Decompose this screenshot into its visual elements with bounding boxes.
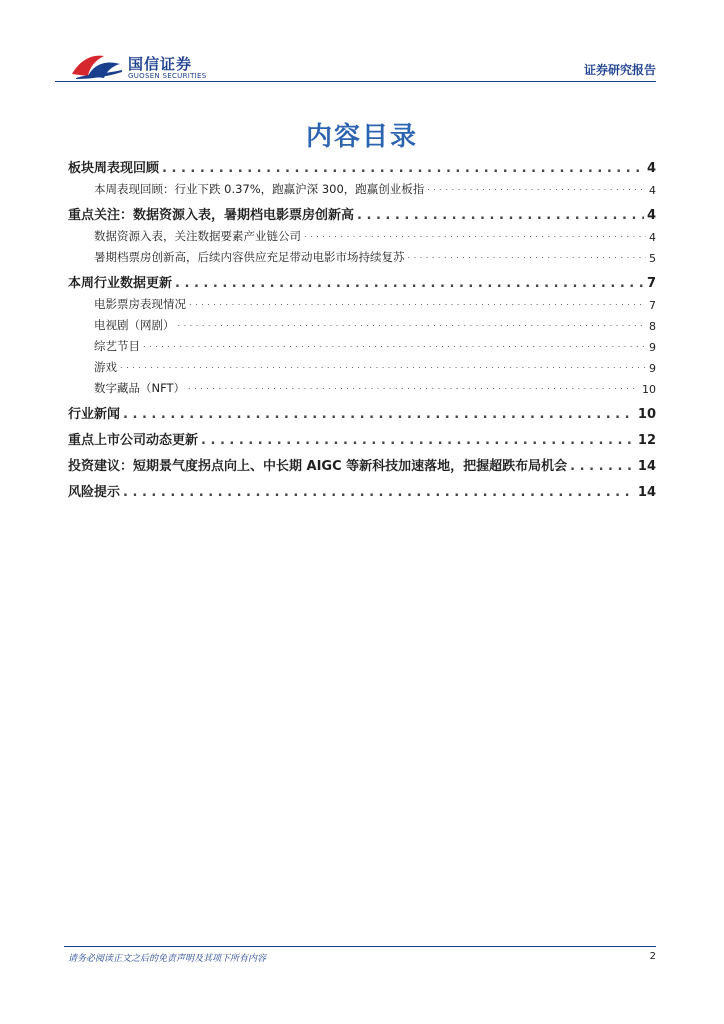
toc-entry-subsection[interactable] [68, 176, 656, 197]
toc-entry-page: 4 [646, 208, 656, 223]
toc-leader-dots [178, 315, 647, 333]
toc-entry-title: 游戏 [94, 360, 117, 374]
toc-entry-title: 电影票房表现情况 [94, 297, 186, 311]
toc-entry-section[interactable] [68, 152, 656, 176]
logo-cn-text: 国信证券 [128, 55, 193, 73]
toc-entry-page: 5 [649, 252, 656, 265]
toc-title: 内容目录 [305, 122, 418, 152]
toc-leader-dots [427, 179, 646, 197]
toc-entry-page: 9 [649, 341, 656, 354]
toc-entry-page: 7 [646, 276, 656, 291]
toc-leader-dots [123, 407, 635, 422]
footer-divider [64, 946, 656, 947]
toc-leader-dots [143, 336, 646, 354]
toc-entry-section[interactable] [68, 267, 656, 291]
toc-entry-section[interactable] [68, 398, 656, 422]
toc-entry-subsection[interactable] [68, 291, 656, 312]
toc-entry-page: 4 [649, 184, 656, 197]
toc-leader-dots [123, 485, 635, 500]
logo-en-text: GUOSEN SECURITIES [128, 72, 207, 80]
toc-entry-page: 4 [646, 161, 656, 176]
toc-entry-title: 本周行业数据更新 [68, 276, 173, 291]
guosen-logo [70, 50, 230, 84]
toc-leader-dots [357, 208, 644, 223]
toc-entry-title: 数据资源入表，关注数据要素产业链公司 [94, 229, 301, 243]
toc-entry-page: 9 [649, 362, 656, 375]
toc-entry-subsection[interactable] [68, 312, 656, 333]
table-of-contents [68, 150, 656, 500]
toc-leader-dots [120, 357, 646, 375]
toc-entry-subsection[interactable] [68, 354, 656, 375]
toc-entry-subsection[interactable] [68, 223, 656, 244]
toc-entry-page: 8 [649, 320, 656, 333]
toc-entry-subsection[interactable] [68, 375, 656, 396]
toc-entry-title: 板块周表现回顾 [68, 161, 160, 176]
toc-entry-page: 10 [637, 407, 656, 422]
toc-entry-title: 重点关注：数据资源入表，暑期档电影票房创新高 [68, 208, 355, 223]
toc-entry-title: 投资建议：短期景气度拐点向上、中长期 AIGC 等新科技加速落地，把握超跌布局机会 [68, 459, 568, 474]
toc-entry-section[interactable] [68, 199, 656, 223]
page-header [70, 50, 656, 84]
toc-entry-section[interactable] [68, 424, 656, 448]
toc-entry-subsection[interactable] [68, 244, 656, 265]
toc-entry-page: 10 [642, 383, 656, 396]
guosen-logo-icon [70, 52, 124, 80]
report-type-label: 证券研究报告 [583, 63, 656, 77]
toc-entry-title: 本周表现回顾：行业下跌 0.37%，跑赢沪深 300，跑赢创业板指 [94, 182, 425, 196]
toc-leader-dots [175, 276, 644, 291]
toc-entry-page: 4 [649, 231, 656, 244]
toc-leader-dots [162, 161, 644, 176]
toc-leader-dots [408, 247, 647, 265]
toc-leader-dots [570, 459, 635, 474]
footer-disclaimer: 请务必阅读正文之后的免责声明及其项下所有内容 [68, 954, 267, 964]
toc-entry-page: 7 [649, 299, 656, 312]
toc-entry-page: 12 [637, 433, 656, 448]
toc-leader-dots [201, 433, 635, 448]
toc-entry-title: 电视剧（网剧） [94, 318, 175, 332]
toc-entry-title: 数字藏品（NFT） [94, 381, 186, 395]
toc-entry-page: 14 [637, 459, 656, 474]
toc-entry-section[interactable] [68, 476, 656, 500]
header-divider [55, 81, 656, 82]
toc-entry-title: 综艺节目 [94, 339, 140, 353]
toc-entry-title: 重点上市公司动态更新 [68, 433, 199, 448]
toc-entry-page: 14 [637, 485, 656, 500]
toc-entry-title: 行业新闻 [68, 407, 121, 422]
page-number: 2 [649, 951, 656, 962]
toc-entry-section[interactable] [68, 450, 656, 474]
toc-entry-title: 风险提示 [68, 485, 121, 500]
toc-leader-dots [188, 378, 639, 396]
toc-leader-dots [304, 226, 646, 244]
toc-leader-dots [189, 294, 646, 312]
toc-entry-subsection[interactable] [68, 333, 656, 354]
toc-entry-title: 暑期档票房创新高，后续内容供应充足带动电影市场持续复苏 [94, 250, 405, 264]
